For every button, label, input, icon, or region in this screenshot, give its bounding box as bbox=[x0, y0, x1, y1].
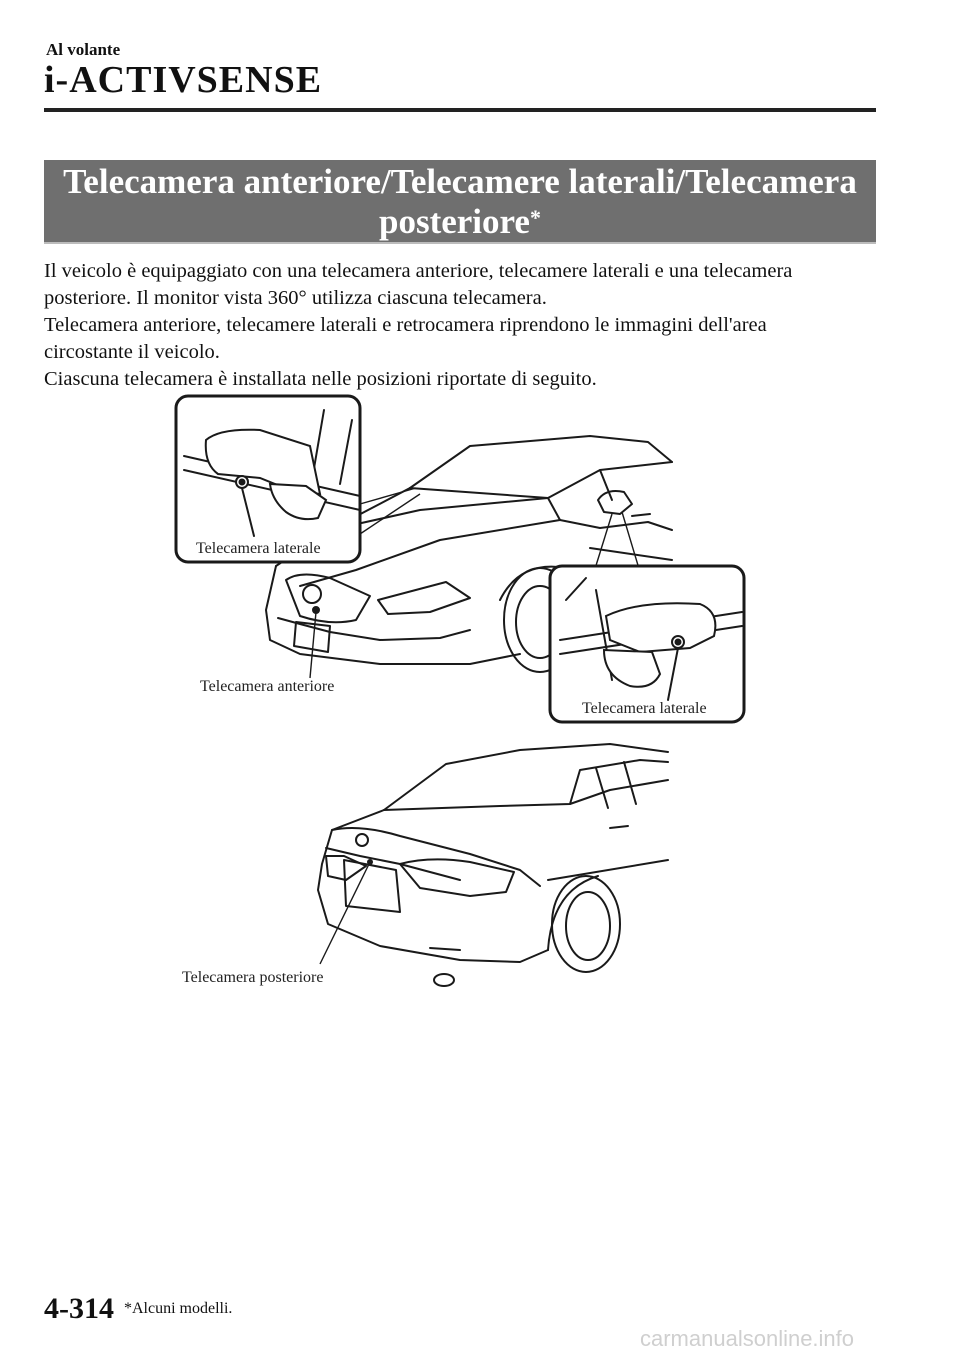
paragraph-2-line-1: Telecamera anteriore, telecamere laterali e retrocamera riprendono le immagini dell'area bbox=[44, 314, 767, 336]
paragraph-1-line-2: posteriore. Il monitor vista 360° utilizza ciascuna telecamera. bbox=[44, 287, 547, 309]
section-title-line2: posteriore bbox=[379, 202, 530, 241]
rear-car-drawing bbox=[318, 744, 668, 986]
label-front-camera: Telecamera anteriore bbox=[200, 678, 335, 695]
paragraph-3: Ciascuna telecamera è installata nelle posizioni riportate di seguito. bbox=[44, 368, 597, 390]
label-side-camera-left: Telecamera laterale bbox=[196, 540, 321, 557]
section-title-line1: Telecamera anteriore/Telecamere laterali/Telecamera bbox=[63, 162, 857, 201]
footnote: *Alcuni modelli. bbox=[124, 1300, 233, 1317]
side-camera-inset-right bbox=[550, 566, 744, 722]
section-header: Al volante bbox=[46, 40, 121, 59]
paragraph-1-line-1: Il veicolo è equipaggiato con una telecamera anteriore, telecamere laterali e una telecamera bbox=[44, 260, 793, 282]
asterisk-marker: * bbox=[529, 205, 541, 230]
page-number: 4-314 bbox=[44, 1292, 114, 1325]
side-camera-inset-left bbox=[176, 396, 360, 562]
label-side-camera-right: Telecamera laterale bbox=[582, 700, 707, 717]
chapter-title: i-ACTIVSENSE bbox=[44, 59, 323, 101]
label-rear-camera: Telecamera posteriore bbox=[182, 969, 324, 986]
watermark: carmanualsonline.info bbox=[640, 1326, 855, 1351]
paragraph-2-line-2: circostante il veicolo. bbox=[44, 341, 220, 363]
